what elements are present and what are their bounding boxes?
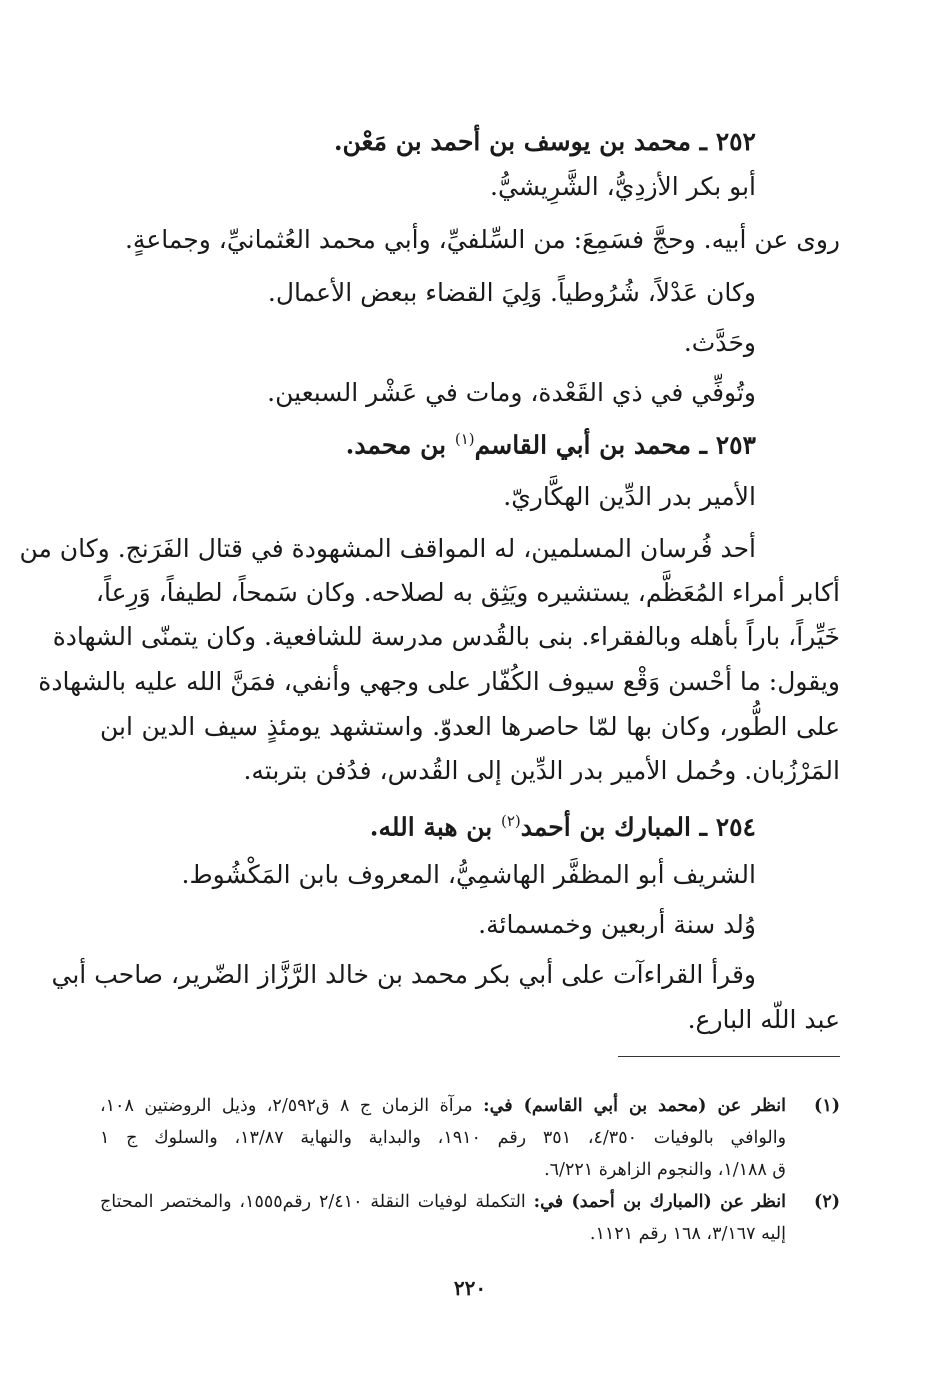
footnote-ref-1: (١): [454, 430, 475, 448]
entry-252-line-5: وتُوفِّي في ذي القَعْدة، ومات في عَشْر السبعين.: [267, 378, 756, 407]
footnote-1-lead: انظر عن (محمد بن أبي القاسم) في:: [483, 1096, 786, 1116]
footnote-1-text: [100, 1090, 786, 1186]
entry-253-title-end: بن محمد.: [345, 430, 455, 460]
entry-252-line-2: روى عن أبيه. وحجَّ فسَمِعَ: من السِّلفيِّ، وأبي محمد العُثمانيِّ، وجماعةٍ.: [124, 225, 840, 254]
entry-253-title: [100, 430, 756, 459]
footnote-2-lead: انظر عن (المبارك بن أحمد) في:: [533, 1192, 787, 1212]
entry-253-line-4: خَيِّراً، باراً بأهله وبالفقراء. بنى بالقُدس مدرسة للشافعية. وكان يتمنّى الشهادة: [52, 622, 840, 651]
entry-253-line-2: أحد فُرسان المسلمين، له المواقف المشهودة في قتال الفَرَنج. وكان من: [19, 534, 756, 563]
entry-254-title-end: بن هبة الله.: [369, 812, 501, 842]
footnote-1-line-2: والوافي بالوفيات ٤/٣٥٠، ٣٥١ رقم ١٩١٠، والبداية والنهاية ١٣/٨٧، والسلوك ج ١: [100, 1128, 787, 1148]
footnote-2-line-1: [100, 1186, 786, 1218]
footnote-2-line-2: إليه ٣/١٦٧، ١٦٨ رقم ١١٢١.: [589, 1224, 786, 1244]
entry-253-line-3: أكابر أمراء المُعَظَّم، يستشيره ويَثِق به لصلاحه. وكان سَمحاً، لطيفاً، وَرِعاً،: [95, 578, 840, 607]
entry-252-line-1: أبو بكر الأزدِيُّ، الشَّرِيشيُّ.: [490, 172, 756, 201]
entry-253-line-1: الأمير بدر الدِّين الهكَّاريّ.: [503, 482, 756, 511]
footnote-1-line-1-text: مرآة الزمان ج ٨ ق٢/٥٩٢، وذيل الروضتين ١٠٨،: [100, 1096, 484, 1116]
entry-254-line-2: وُلد سنة أربعين وخمسمائة.: [478, 910, 756, 939]
entry-254-line-3: وقرأ القراءآت على أبي بكر محمد بن خالد الرَّزَّاز الضّرير، صاحب أبي: [51, 960, 756, 989]
footnote-1-number: (١): [814, 1096, 840, 1116]
footnote-2-number: (٢): [814, 1192, 840, 1212]
footnote-2-line-1-text: التكملة لوفيات النقلة ٢/٤١٠ رقم١٥٥٥، والمختصر المحتاج: [100, 1192, 534, 1212]
entry-252-line-4: وحَدَّث.: [683, 328, 756, 357]
entry-253-title-main: ٢٥٣ ـ محمد بن أبي القاسم: [474, 430, 756, 460]
entry-254-line-4: عبد اللّه البارع.: [687, 1005, 840, 1034]
entry-253-line-5: ويقول: ما أحْسن وَقْع سيوف الكُفّار على وجهي وأنفي، فمَنَّ الله عليه بالشهادة: [38, 667, 840, 696]
footnote-1: [100, 1090, 840, 1186]
entry-254-line-1: الشريف أبو المظفَّر الهاشمِيُّ، المعروف بابن المَكْشُوط.: [181, 860, 756, 889]
entry-252-title: ٢٥٢ ـ محمد بن يوسف بن أحمد بن مَعْن.: [333, 127, 756, 156]
page-number: ٢٢٠: [453, 1276, 487, 1300]
footnote-divider: [618, 1056, 840, 1057]
footnote-2-text: [100, 1186, 786, 1250]
footnote-1-line-1: [100, 1090, 786, 1122]
footnote-1-line-3: ق ١/١٨٨، والنجوم الزاهرة ٦/٢٢١.: [544, 1160, 786, 1180]
entry-253-line-6: على الطُّور، وكان بها لمّا حاصرها العدوّ. واستشهد يومئذٍ سيف الدين ابن: [100, 712, 840, 741]
entry-254-title-main: ٢٥٤ ـ المبارك بن أحمد: [520, 812, 756, 842]
entry-254-title: [100, 812, 756, 841]
entry-253-line-7: المَرْزُبان. وحُمل الأمير بدر الدِّين إلى القُدس، فدُفن بتربته.: [243, 756, 840, 785]
footnote-2: [100, 1186, 840, 1250]
entry-252-line-3: وكان عَدْلاً، شُرُوطياً. وَلِيَ القضاء ببعض الأعمال.: [267, 278, 756, 307]
footnote-ref-2: (٢): [500, 812, 521, 830]
